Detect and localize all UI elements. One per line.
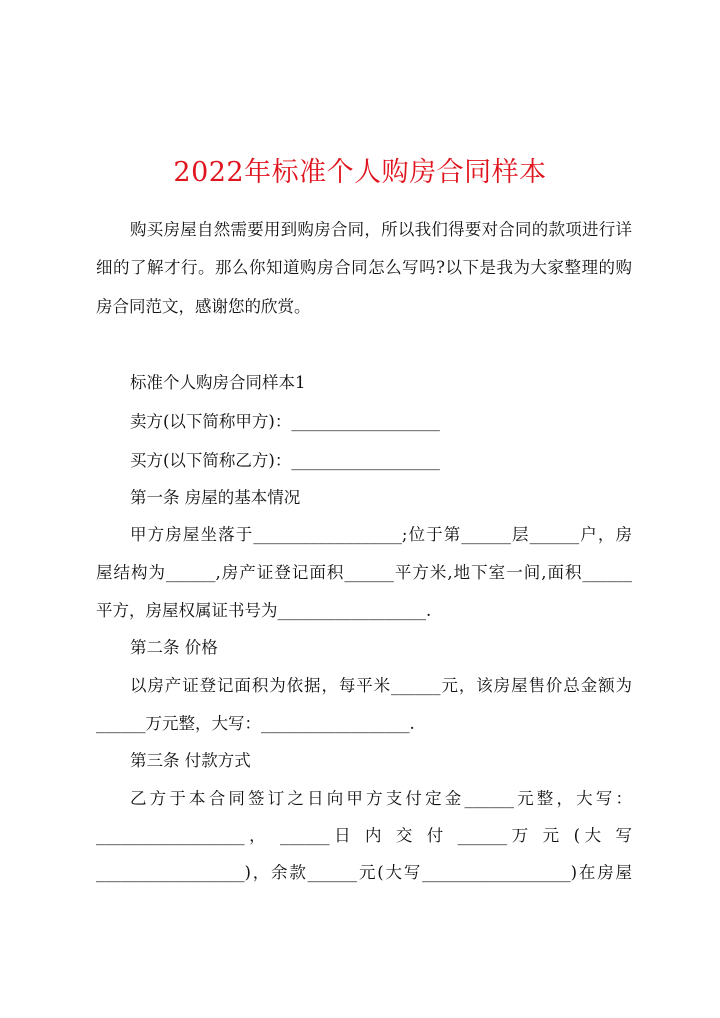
article1-line-2: 屋结构为______,房产证登记面积______平方米,地下室一间,面积______ bbox=[96, 563, 632, 582]
sample-heading: 标准个人购房合同样本1 bbox=[130, 373, 306, 392]
article1-line-1: 甲方房屋坐落于__________________;位于第______层______户，房 bbox=[130, 525, 632, 544]
article2-heading: 第二条 价格 bbox=[130, 638, 218, 657]
article3-line-2: __________________， ______日 内 交 付 ______万 元 (大 写 bbox=[96, 826, 632, 845]
seller-line: 卖方(以下简称甲方)：__________________ bbox=[130, 412, 440, 431]
article3-line-3: __________________)，余款______元(大写__________________)在房屋 bbox=[96, 863, 632, 882]
article3-heading: 第三条 付款方式 bbox=[130, 751, 251, 770]
intro-line-3: 房合同范文，感谢您的欣赏。 bbox=[96, 297, 311, 316]
intro-line-2: 细的了解才行。那么你知道购房合同怎么写吗?以下是我为大家整理的购 bbox=[96, 258, 632, 277]
buyer-line: 买方(以下简称乙方)：__________________ bbox=[130, 451, 440, 470]
article1-heading: 第一条 房屋的基本情况 bbox=[130, 488, 301, 507]
article2-line-1: 以房产证登记面积为依据，每平米______元，该房屋售价总金额为 bbox=[130, 676, 632, 695]
article2-line-2: ______万元整，大写：__________________. bbox=[96, 714, 415, 733]
document-title: 2022年标准个人购房合同样本 bbox=[173, 157, 547, 188]
article1-line-3: 平方，房屋权属证书号为__________________. bbox=[96, 601, 432, 620]
intro-line-1: 购买房屋自然需要用到购房合同，所以我们得要对合同的款项进行详 bbox=[130, 220, 632, 239]
article3-line-1: 乙方于本合同签订之日向甲方支付定金______元整，大写： bbox=[130, 789, 632, 808]
